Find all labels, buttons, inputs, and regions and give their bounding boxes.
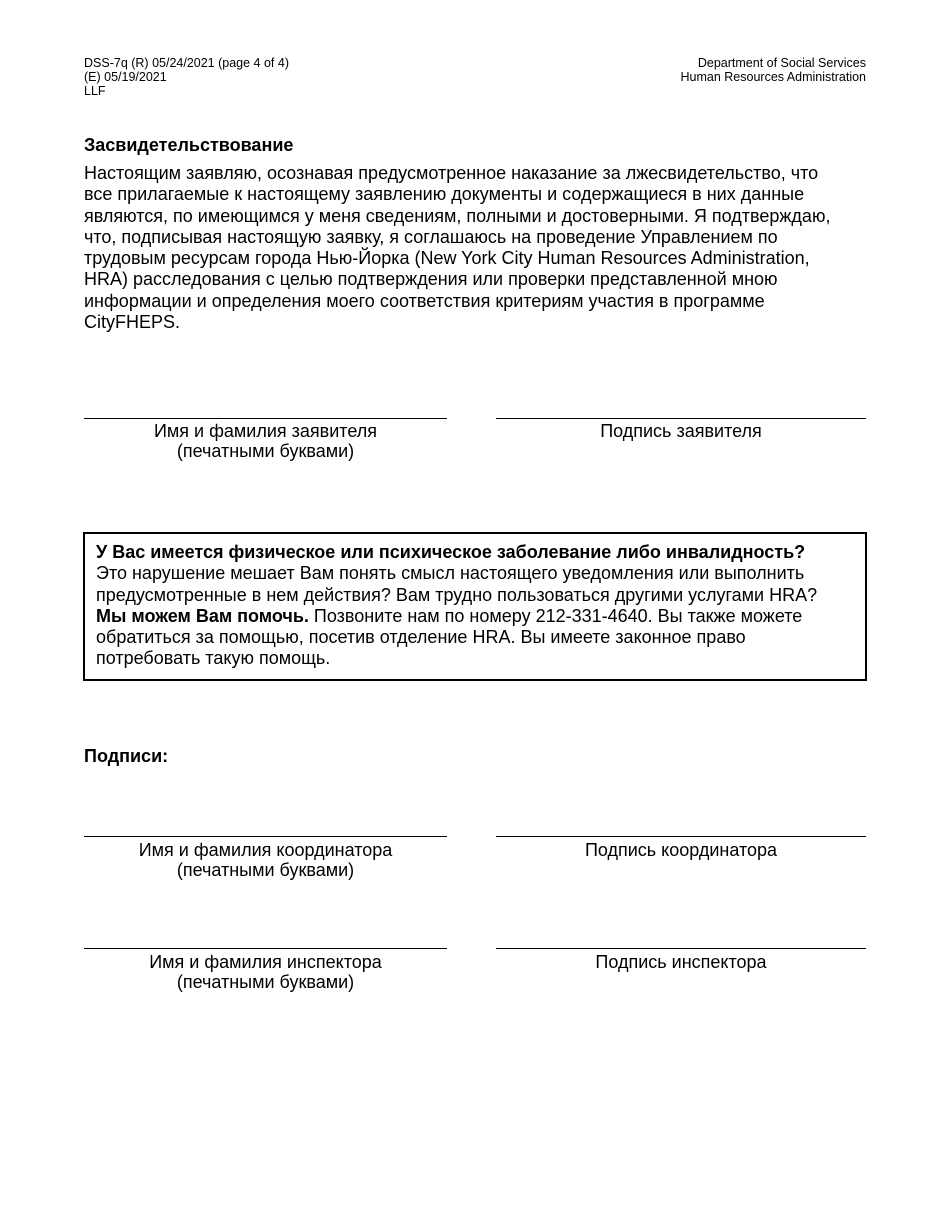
certification-line: CityFHEPS.	[84, 312, 181, 333]
applicant-signature-label	[496, 422, 866, 442]
notice-help-bold: Мы можем Вам помочь.	[96, 605, 309, 626]
certification-line: информации и определения моего соответствия критериям участия в программе	[84, 290, 765, 311]
notice-line: предусмотренные в нем действия? Вам трудно пользоваться другими услугами HRA?	[96, 584, 818, 605]
inspector-name-label-line2: (печатными буквами)	[176, 971, 355, 992]
certification-line: HRA) расследования с целью подтверждения или проверки представленной мною	[84, 269, 778, 290]
notice-line: потребовать такую помощь.	[96, 648, 331, 669]
certification-line: трудовым ресурсам города Нью-Йорка (New York City Human Resources Administration,	[84, 248, 810, 269]
administration-name: Human Resources Administration	[680, 70, 866, 84]
coordinator-name-label-line1: Имя и фамилия координатора	[138, 840, 393, 860]
inspector-name-line[interactable]	[84, 948, 447, 949]
coordinator-name-line[interactable]	[84, 836, 447, 837]
applicant-name-label-line2: (печатными буквами)	[176, 440, 355, 461]
notice-line: обратиться за помощью, посетив отделение HRA. Вы имеете законное право	[96, 627, 746, 648]
department-name: Department of Social Services	[697, 56, 866, 70]
inspector-name-label	[84, 953, 447, 992]
applicant-name-line[interactable]	[84, 418, 447, 419]
coordinator-name-label	[84, 841, 447, 880]
coordinator-signature-label-text: Подпись координатора	[584, 840, 778, 860]
signatures-title: Подписи:	[84, 746, 169, 766]
inspector-signature-label-text: Подпись инспектора	[595, 952, 767, 972]
disability-notice-text	[96, 542, 862, 670]
form-identifier-block	[84, 56, 289, 98]
coordinator-signature-label	[496, 841, 866, 861]
coordinator-name-label-line2: (печатными буквами)	[176, 859, 355, 880]
notice-line: Это нарушение мешает Вам понять смысл настоящего уведомления или выполнить	[96, 563, 805, 584]
coordinator-signature-line[interactable]	[496, 836, 866, 837]
inspector-signature-label	[496, 953, 866, 973]
certification-text	[84, 163, 874, 333]
inspector-signature-line[interactable]	[496, 948, 866, 949]
certification-title: Засвидетельствование	[84, 135, 294, 155]
english-version-date: (E) 05/19/2021	[84, 70, 167, 84]
agency-block	[681, 56, 867, 84]
form-id: DSS-7q (R) 05/24/2021 (page 4 of 4)	[84, 56, 289, 70]
notice-phone-text: Позвоните нам по номеру 212-331-4640. Вы также можете	[308, 605, 803, 626]
inspector-name-label-line1: Имя и фамилия инспектора	[149, 952, 382, 972]
applicant-signature-label-text: Подпись заявителя	[600, 421, 762, 441]
notice-line	[96, 606, 862, 627]
applicant-name-label	[84, 422, 447, 461]
language-code: LLF	[84, 84, 106, 98]
disability-notice-box	[83, 532, 867, 681]
applicant-signature-line[interactable]	[496, 418, 866, 419]
notice-question-bold: У Вас имеется физическое или психическое заболевание либо инвалидность?	[96, 542, 806, 562]
applicant-name-label-line1: Имя и фамилия заявителя	[153, 421, 377, 441]
certification-line: являются, по имеющимся у меня сведениям, полными и достоверными. Я подтверждаю,	[84, 205, 831, 226]
notice-question	[96, 542, 862, 563]
certification-line: Настоящим заявляю, осознавая предусмотренное наказание за лжесвидетельство, что	[84, 163, 819, 183]
certification-line: что, подписывая настоящую заявку, я соглашаюсь на проведение Управлением по	[84, 226, 778, 247]
certification-line: все прилагаемые к настоящему заявлению документы и содержащиеся в них данные	[84, 184, 805, 205]
